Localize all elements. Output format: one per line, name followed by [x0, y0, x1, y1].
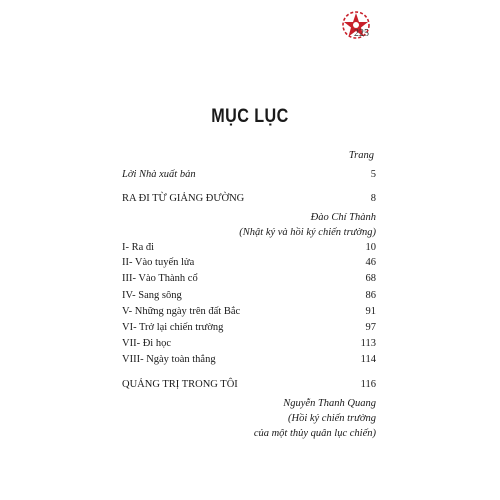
- credit-author: Nguyễn Thanh Quang: [283, 398, 376, 409]
- toc-entry-label: II- Vào tuyến lửa: [122, 257, 195, 268]
- toc-entry: [122, 378, 376, 392]
- toc-entry-page: 5: [370, 169, 376, 180]
- toc-entry-page: 68: [365, 273, 376, 284]
- toc-entry-label: I- Ra đi: [122, 242, 155, 253]
- credit-note: của một thủy quân lục chiến): [253, 428, 376, 439]
- toc-entry-page: 113: [360, 338, 376, 349]
- toc-entry: [122, 353, 376, 367]
- toc-entry-label: RA ĐI TỪ GIẢNG ĐƯỜNG: [122, 193, 245, 204]
- toc-entry: [122, 289, 376, 303]
- toc-entry-page: 46: [365, 257, 376, 268]
- toc-entry-label: III- Vào Thành cổ: [122, 273, 198, 284]
- page-column-header: Trang: [348, 150, 374, 161]
- toc-entry-page: 97: [365, 322, 376, 333]
- toc-entry: [122, 168, 376, 182]
- toc-entry: [122, 256, 376, 270]
- toc-entry: [122, 321, 376, 335]
- toc-entry: [122, 241, 376, 255]
- toc-entry-label: VII- Đi học: [122, 338, 171, 349]
- credit-note: (Nhật ký và hồi ký chiến trường): [239, 227, 376, 238]
- toc-entry-page: 116: [360, 379, 376, 390]
- toc-entry: [122, 305, 376, 319]
- toc-entry-label: V- Những ngày trên đất Bắc: [122, 306, 241, 317]
- toc-entry: [122, 337, 376, 351]
- page-number: 225: [354, 28, 369, 39]
- toc-entry: [122, 272, 376, 286]
- toc-entry-label: VI- Trở lại chiến trường: [122, 322, 224, 333]
- credit-note: (Hồi ký chiến trường: [287, 413, 376, 424]
- toc-entry-page: 10: [365, 242, 376, 253]
- toc-title: MỤC LỤC: [211, 106, 289, 127]
- toc-entry-page: 91: [365, 306, 376, 317]
- toc-entry: [122, 192, 376, 206]
- toc-entry-label: IV- Sang sông: [122, 290, 182, 301]
- toc-entry-page: 8: [370, 193, 376, 204]
- credit-author: Đào Chí Thành: [310, 212, 376, 223]
- toc-entry-label: QUẢNG TRỊ TRONG TÔI: [122, 379, 238, 390]
- toc-entry-label: VIII- Ngày toàn thắng: [122, 354, 216, 365]
- toc-entry-page: 114: [360, 354, 376, 365]
- toc-entry-page: 86: [365, 290, 376, 301]
- toc-entry-label: Lời Nhà xuất bản: [122, 169, 196, 180]
